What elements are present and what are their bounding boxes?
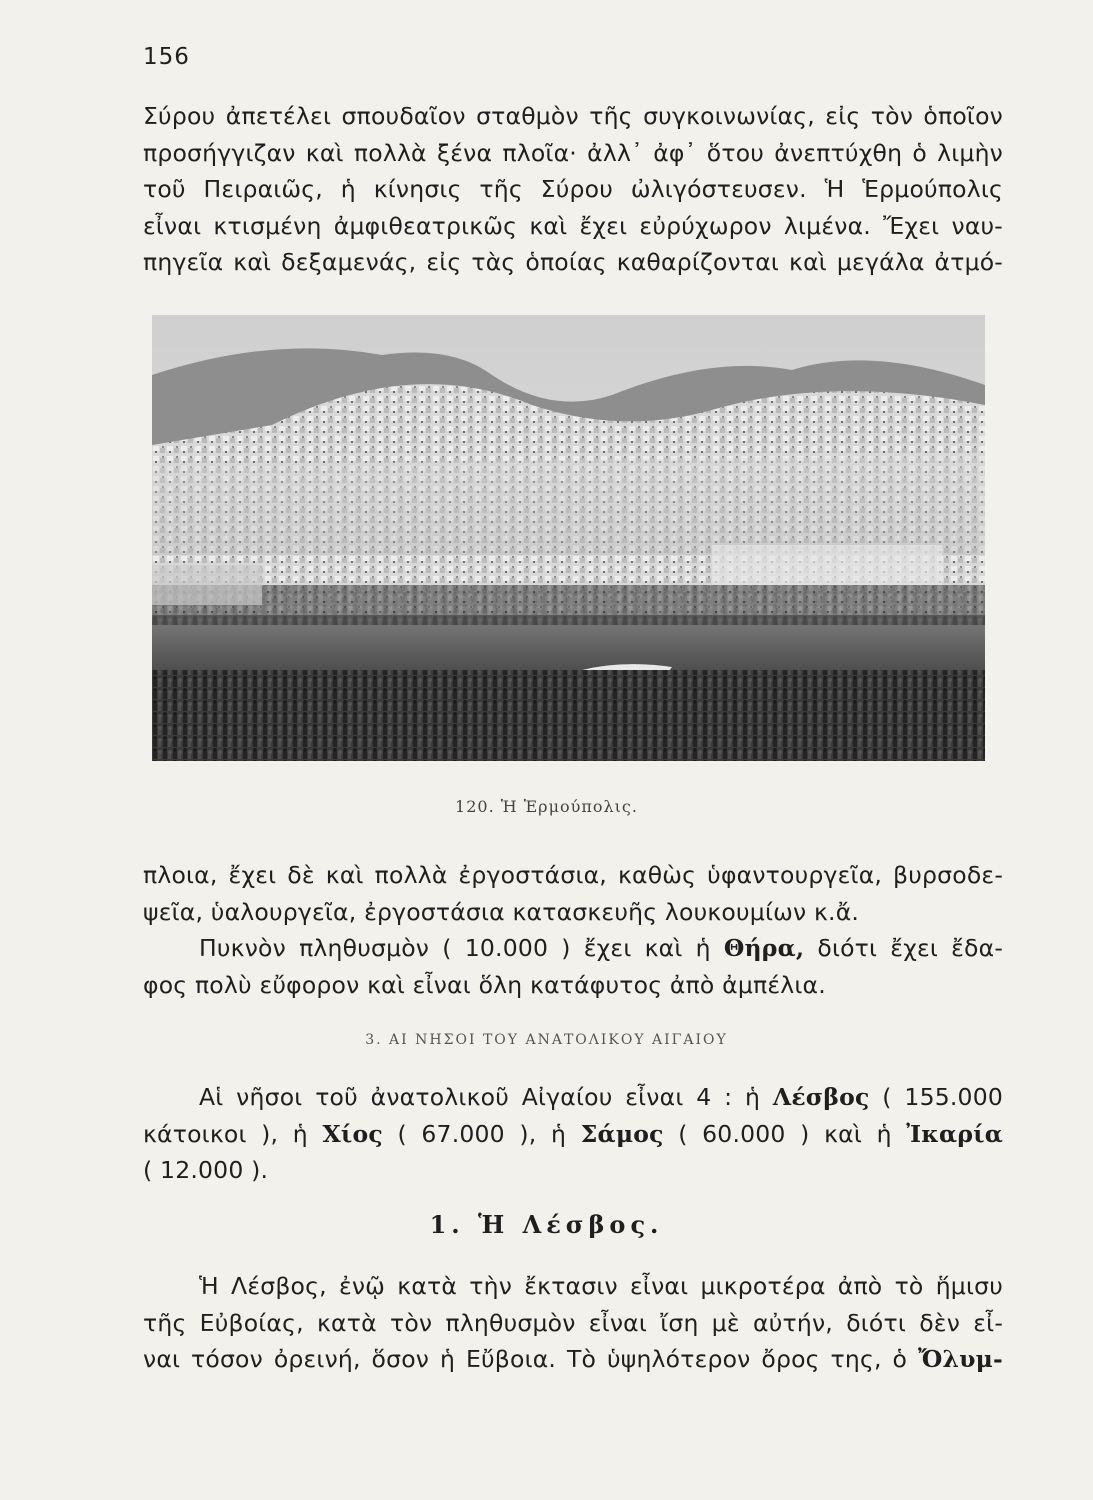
text-line: τοῦ Πειραιῶς, ἡ κίνησις τῆς Σύρου ὠλιγόστευσεν. Ἡ Ἑρμούπολις — [143, 175, 1003, 203]
text-run: ( 67.000 ), ἡ — [382, 1119, 581, 1148]
text-line — [143, 930, 1003, 967]
text-line: πλοια, ἔχει δὲ καὶ πολλὰ ἐργοστάσια, καθὼς ὑφαντουργεῖα, βυρσοδε- — [143, 861, 1003, 889]
text-run: ( 155.000 — [869, 1083, 1003, 1111]
text-run: κάτοικοι ), ἡ — [143, 1119, 323, 1148]
text-line: πηγεῖα καὶ δεξαμενάς, εἰς τὰς ὁποίας καθαρίζονται καὶ μεγάλα ἀτμό- — [143, 248, 1003, 276]
text-line: Ἡ Λέσβος, ἐνῷ κατὰ τὴν ἔκτασιν εἶναι μικροτέρα ἀπὸ τὸ ἥμισυ — [199, 1272, 1003, 1300]
text-line — [143, 1079, 1003, 1116]
paragraph-lesvos — [143, 1268, 1003, 1378]
text-line: προσήγγιζαν καὶ πολλὰ ξένα πλοῖα· ἀλλ᾽ ἀφ᾽ ὅτου ἀνεπτύχθη ὁ λιμὴν — [143, 138, 1003, 167]
text-run: Πυκνὸν πληθυσμὸν ( 10.000 ) ἔχει καὶ ἡ — [199, 934, 724, 962]
figure-caption: 120. Ἡ Ἑρμούπολις. — [455, 797, 638, 816]
text-run: ναι τόσον ὀρεινή, ὅσον ἡ Εὔβοια. Τὸ ὑψηλότερον ὄρος της, ὁ — [143, 1345, 918, 1373]
subheading-lesvos: 1. Ἡ Λέσβος. — [429, 1210, 664, 1239]
island-name-chios: Χίος — [322, 1119, 383, 1148]
mountain-name-olympus: Ὄλυμ- — [917, 1345, 1003, 1373]
photo-ermoupolis — [152, 315, 985, 761]
text-line — [143, 1341, 1003, 1378]
paragraph-industry — [143, 857, 1003, 930]
island-name-samos: Σάμος — [580, 1119, 664, 1148]
text-run: Αἱ νῆσοι τοῦ ἀνατολικοῦ Αἰγαίου εἶναι 4 : ἡ — [199, 1083, 773, 1111]
paragraph-syros — [143, 98, 1003, 281]
text-line: Σύρου ἀπετέλει σπουδαῖον σταθμὸν τῆς συγκοινωνίας, εἰς τὸν ὁποῖον — [143, 102, 1003, 130]
section-heading: 3. ΑΙ ΝΗΣΟΙ ΤΟΥ ΑΝΑΤΟΛΙΚΟΥ ΑΙΓΑΙΟΥ — [365, 1032, 728, 1048]
island-name-ikaria: Ἰκαρία — [906, 1119, 1004, 1148]
paragraph-thira — [143, 930, 1003, 1003]
text-line: ( 12.000 ). — [143, 1156, 269, 1184]
text-run: ( 60.000 ) καὶ ἡ — [663, 1119, 907, 1148]
page-number: 156 — [143, 44, 190, 70]
text-line: φος πολὺ εὔφορον καὶ εἶναι ὅλη κατάφυτος ἀπὸ ἀμπέλια. — [143, 970, 826, 999]
text-run: διότι ἔχει ἔδα- — [804, 934, 1003, 962]
island-name-thira: Θήρα, — [723, 934, 805, 962]
island-name-lesvos: Λέσβος — [772, 1083, 870, 1111]
text-line: ψεῖα, ὑαλουργεῖα, ἐργοστάσια κατασκευῆς λουκουμίων κ.ἄ. — [143, 897, 860, 926]
paragraph-islands — [143, 1079, 1003, 1189]
text-line: τῆς Εὐβοίας, κατὰ τὸν πληθυσμὸν εἶναι ἴση μὲ αὐτήν, διότι δὲν εἶ- — [143, 1308, 1003, 1337]
text-line: εἶναι κτισμένη ἀμφιθεατρικῶς καὶ ἔχει εὐρύχωρον λιμένα. Ἔχει ναυ- — [143, 211, 1003, 240]
text-line — [143, 1116, 1003, 1153]
